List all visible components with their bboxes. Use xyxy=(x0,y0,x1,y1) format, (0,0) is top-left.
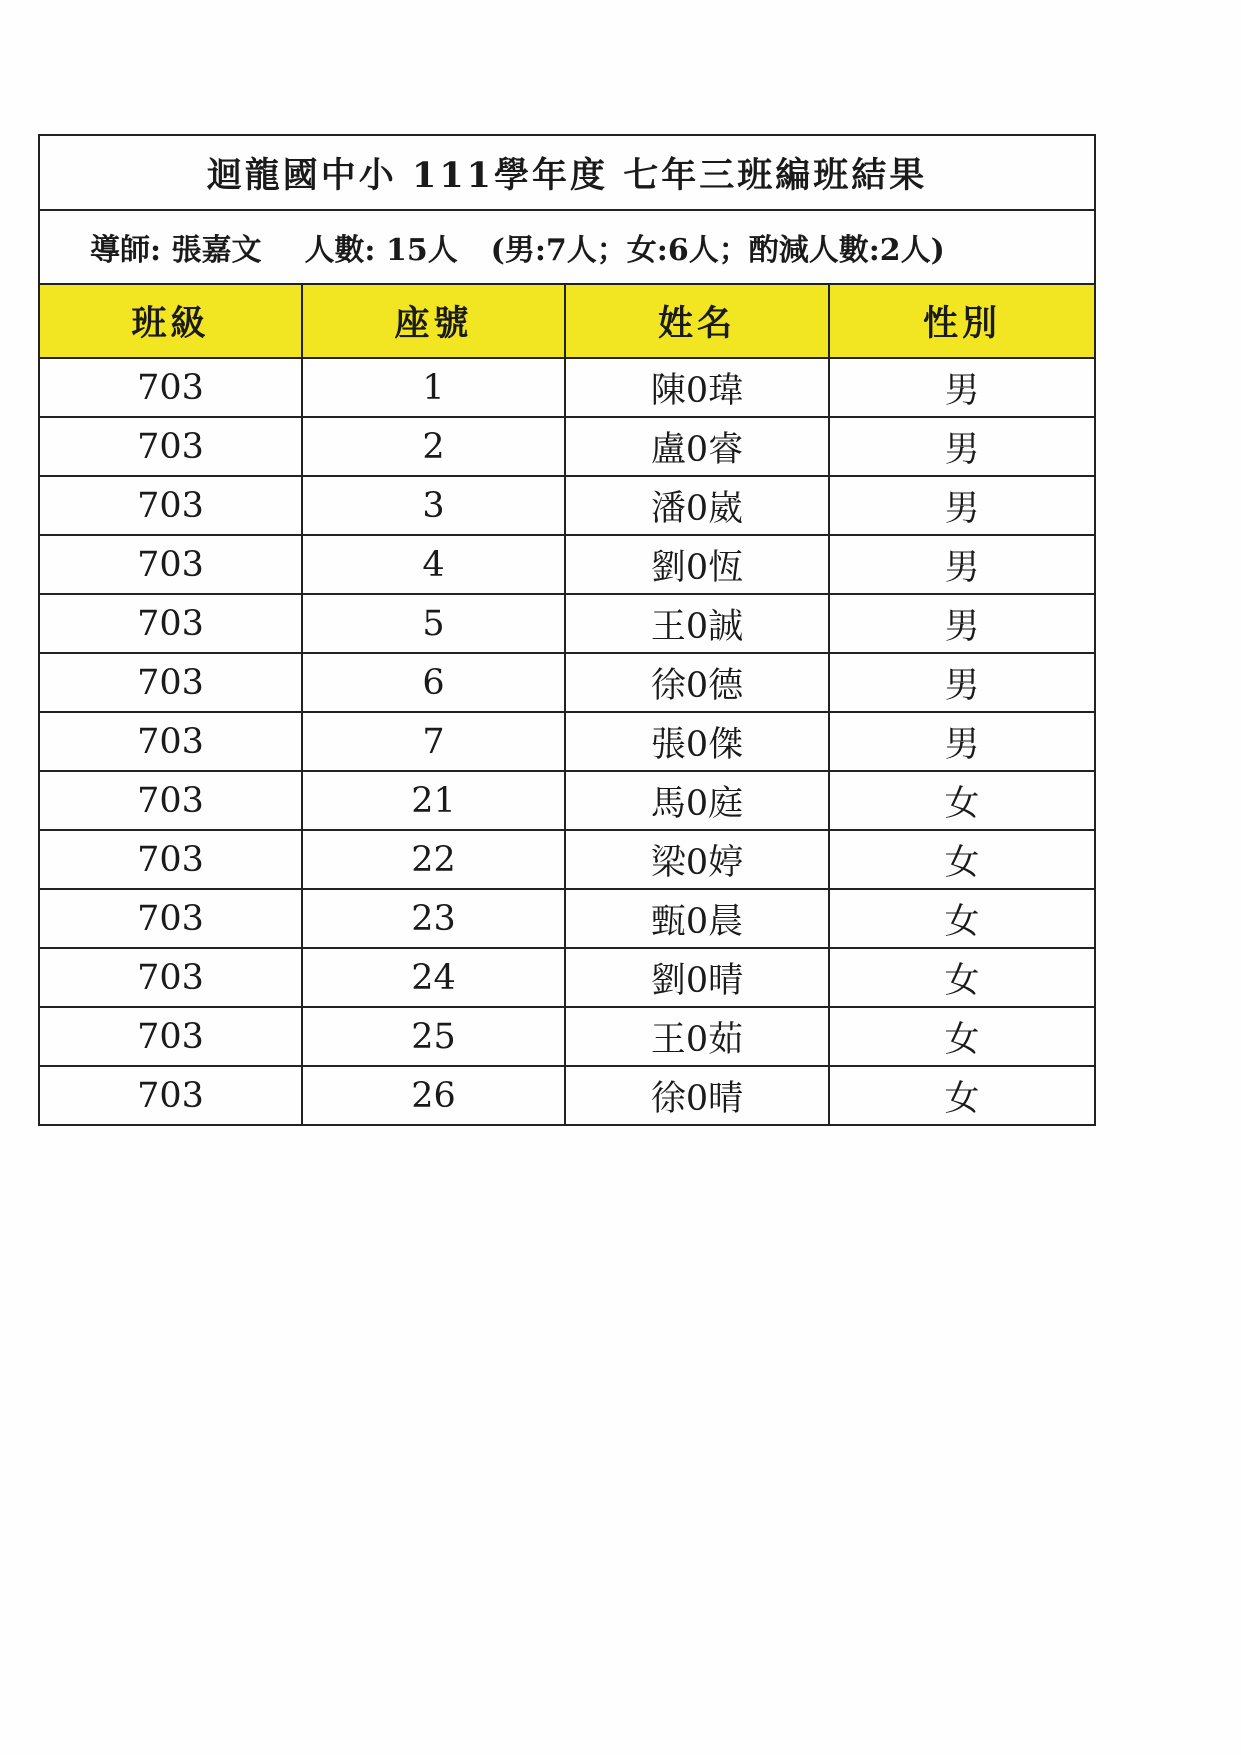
cell-name: 潘0崴 xyxy=(565,476,829,535)
cell-name: 王0誠 xyxy=(565,594,829,653)
cell-name: 徐0晴 xyxy=(565,1066,829,1125)
cell-gender: 男 xyxy=(829,535,1095,594)
table-row xyxy=(39,594,1095,653)
class-info-line xyxy=(39,210,1095,284)
cell-class: 703 xyxy=(39,417,302,476)
cell-seat: 2 xyxy=(302,417,565,476)
cell-class: 703 xyxy=(39,1066,302,1125)
cell-seat: 23 xyxy=(302,889,565,948)
cell-seat: 22 xyxy=(302,830,565,889)
table-row xyxy=(39,417,1095,476)
cell-seat: 26 xyxy=(302,1066,565,1125)
cell-name: 王0茹 xyxy=(565,1007,829,1066)
cell-seat: 6 xyxy=(302,653,565,712)
cell-gender: 男 xyxy=(829,653,1095,712)
table-row xyxy=(39,358,1095,417)
cell-seat: 21 xyxy=(302,771,565,830)
cell-gender: 女 xyxy=(829,830,1095,889)
mentor-label: 導師: xyxy=(90,233,162,268)
cell-gender: 女 xyxy=(829,1066,1095,1125)
cell-gender: 女 xyxy=(829,889,1095,948)
table-row xyxy=(39,771,1095,830)
cell-name: 陳0瑋 xyxy=(565,358,829,417)
cell-gender: 女 xyxy=(829,1007,1095,1066)
column-header-gender: 性別 xyxy=(829,284,1095,358)
cell-gender: 男 xyxy=(829,476,1095,535)
cell-class: 703 xyxy=(39,358,302,417)
cell-gender: 男 xyxy=(829,358,1095,417)
column-header-class: 班級 xyxy=(39,284,302,358)
cell-class: 703 xyxy=(39,948,302,1007)
table-header-row xyxy=(39,284,1095,358)
cell-name: 梁0婷 xyxy=(565,830,829,889)
cell-name: 甄0晨 xyxy=(565,889,829,948)
cell-gender: 女 xyxy=(829,948,1095,1007)
count-label: 人數: xyxy=(304,233,376,268)
cell-name: 馬0庭 xyxy=(565,771,829,830)
cell-seat: 24 xyxy=(302,948,565,1007)
cell-class: 703 xyxy=(39,889,302,948)
document-title: 迴龍國中小 111學年度 七年三班編班結果 xyxy=(39,135,1095,210)
count-breakdown: (男:7人；女:6人；酌減人數:2人) xyxy=(490,233,945,268)
cell-seat: 25 xyxy=(302,1007,565,1066)
mentor-name: 張嘉文 xyxy=(171,233,262,268)
cell-class: 703 xyxy=(39,830,302,889)
table-row xyxy=(39,1007,1095,1066)
cell-seat: 1 xyxy=(302,358,565,417)
cell-class: 703 xyxy=(39,594,302,653)
cell-class: 703 xyxy=(39,653,302,712)
cell-seat: 7 xyxy=(302,712,565,771)
cell-name: 劉0晴 xyxy=(565,948,829,1007)
count-value: 15人 xyxy=(385,233,458,268)
cell-gender: 女 xyxy=(829,771,1095,830)
cell-class: 703 xyxy=(39,476,302,535)
cell-name: 徐0德 xyxy=(565,653,829,712)
table-row xyxy=(39,653,1095,712)
cell-gender: 男 xyxy=(829,594,1095,653)
cell-name: 劉0恆 xyxy=(565,535,829,594)
cell-gender: 男 xyxy=(829,417,1095,476)
cell-seat: 5 xyxy=(302,594,565,653)
cell-seat: 4 xyxy=(302,535,565,594)
table-row xyxy=(39,535,1095,594)
table-row xyxy=(39,712,1095,771)
cell-class: 703 xyxy=(39,1007,302,1066)
cell-class: 703 xyxy=(39,535,302,594)
table-row xyxy=(39,1066,1095,1125)
table-row xyxy=(39,476,1095,535)
cell-class: 703 xyxy=(39,771,302,830)
cell-class: 703 xyxy=(39,712,302,771)
cell-name: 盧0睿 xyxy=(565,417,829,476)
table-row xyxy=(39,889,1095,948)
column-header-seat: 座號 xyxy=(302,284,565,358)
class-roster-table xyxy=(38,134,1096,1126)
cell-gender: 男 xyxy=(829,712,1095,771)
cell-seat: 3 xyxy=(302,476,565,535)
column-header-name: 姓名 xyxy=(565,284,829,358)
table-row xyxy=(39,830,1095,889)
table-row xyxy=(39,948,1095,1007)
cell-name: 張0傑 xyxy=(565,712,829,771)
